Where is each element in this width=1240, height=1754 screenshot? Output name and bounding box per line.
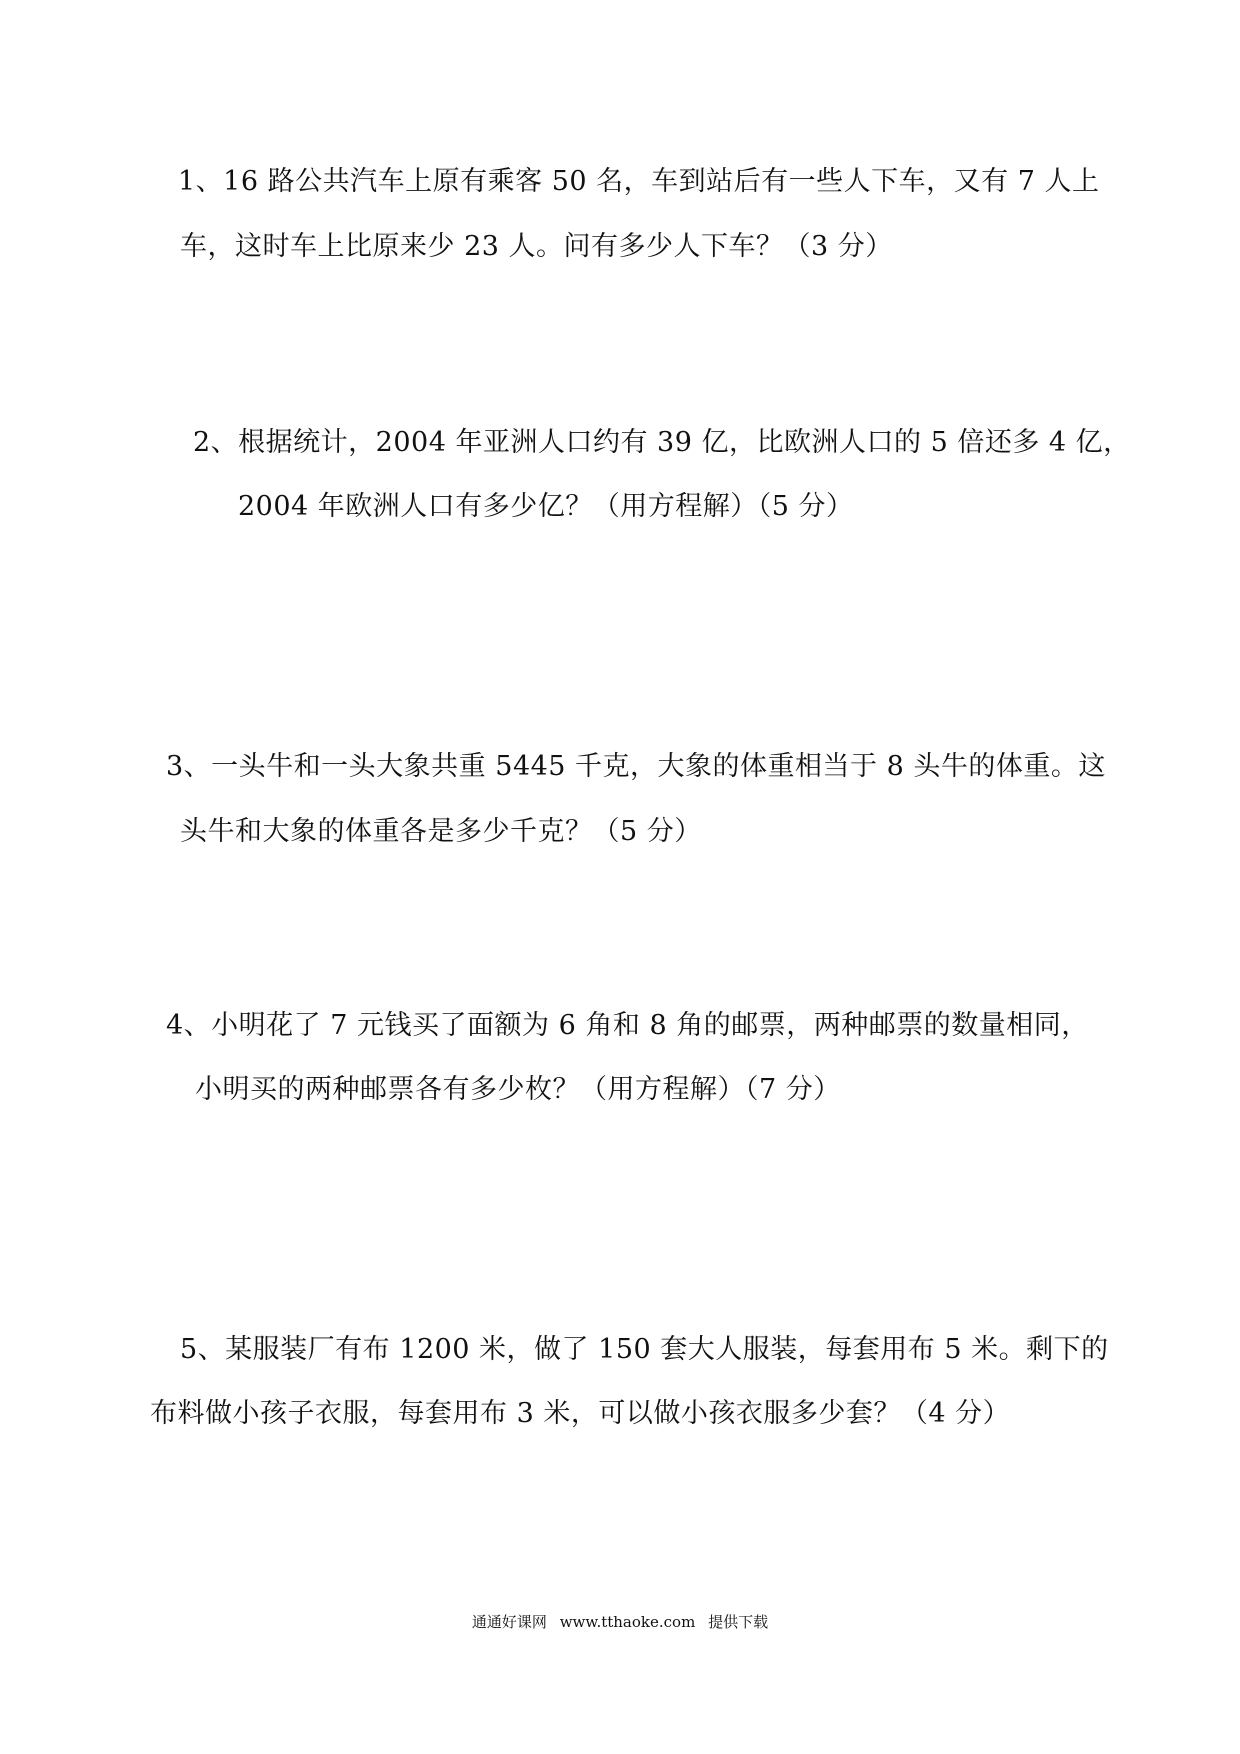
problem-2-line-2: 2004 年欧洲人口有多少亿？（用方程解）（5 分） [238, 491, 854, 522]
problem-1-line-2: 车，这时车上比原来少 23 人。问有多少人下车？（3 分） [180, 231, 893, 262]
problem-1-line-1: 1、16 路公共汽车上原有乘客 50 名，车到站后有一些人下车，又有 7 人上 [178, 166, 1100, 197]
problem-4-line-1: 4、小明花了 7 元钱买了面额为 6 角和 8 角的邮票，两种邮票的数量相同， [166, 1010, 1089, 1041]
problem-2-line-1: 2、根据统计，2004 年亚洲人口约有 39 亿，比欧洲人口的 5 倍还多 4 亿， [193, 427, 1131, 458]
problem-4-line-2: 小明买的两种邮票各有多少枚？（用方程解）（7 分） [195, 1074, 841, 1105]
page-footer [0, 1612, 1240, 1632]
problem-3-line-1: 3、一头牛和一头大象共重 5445 千克，大象的体重相当于 8 头牛的体重。这 [166, 751, 1106, 782]
problem-3-line-2: 头牛和大象的体重各是多少千克？（5 分） [180, 816, 702, 847]
footer-url: www.tthaoke.com [559, 1613, 696, 1631]
problem-5-line-1: 5、某服装厂有布 1200 米，做了 150 套大人服装，每套用布 5 米。剩下的 [180, 1334, 1109, 1365]
footer-site-name: 通通好课网 [471, 1613, 547, 1631]
problem-5-line-2: 布料做小孩子衣服，每套用布 3 米，可以做小孩衣服多少套？（4 分） [150, 1398, 1011, 1429]
footer-suffix: 提供下载 [708, 1613, 769, 1631]
